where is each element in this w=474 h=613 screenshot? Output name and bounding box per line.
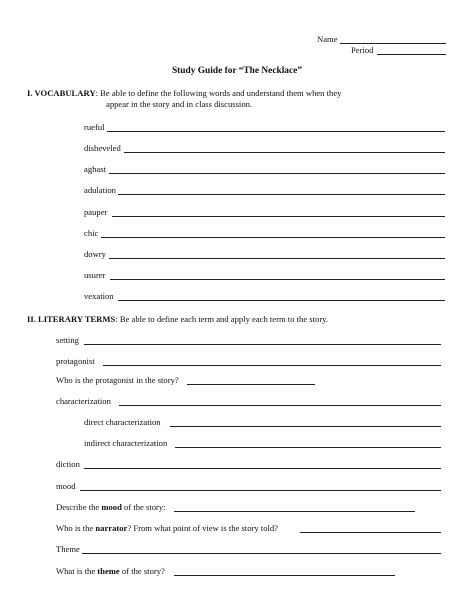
literary-terms-section-heading xyxy=(27,315,328,324)
narrator-question-bold: narrator xyxy=(95,523,128,533)
vocab-word: rueful xyxy=(84,122,105,132)
vocab-word: chic xyxy=(84,228,99,238)
mood-question-pre: Describe the xyxy=(56,502,102,512)
vocab-answer-line[interactable] xyxy=(109,173,445,174)
vocab-word: dowry xyxy=(84,249,106,259)
vocab-answer-line[interactable] xyxy=(124,152,445,153)
term-diction: diction xyxy=(56,459,80,469)
theme-question-pre: What is the xyxy=(56,566,98,576)
vocab-word: adulation xyxy=(84,185,116,195)
literary-terms-instructions: : Be able to define each term and apply each term to the story. xyxy=(115,314,329,324)
vocab-answer-line[interactable] xyxy=(109,258,445,259)
narrator-question-line[interactable] xyxy=(300,532,441,533)
literary-terms-heading: II. LITERARY TERMS xyxy=(27,314,116,324)
setting-answer-line[interactable] xyxy=(84,344,441,345)
vocab-answer-line[interactable] xyxy=(107,131,445,132)
term-direct-characterization: direct characterization xyxy=(84,417,161,427)
vocab-answer-line[interactable] xyxy=(112,216,445,217)
theme-question-bold: theme xyxy=(97,566,120,576)
period-field[interactable] xyxy=(377,54,446,55)
vocabulary-instructions-cont: appear in the story and in class discussion. xyxy=(106,99,253,109)
vocab-answer-line[interactable] xyxy=(101,237,445,238)
term-indirect-characterization: indirect characterization xyxy=(84,438,168,448)
theme-question-post: of the story? xyxy=(119,566,165,576)
term-protagonist: protagonist xyxy=(56,356,95,366)
diction-answer-line[interactable] xyxy=(84,468,441,469)
vocabulary-instructions: : Be able to define the following words and understand them when they xyxy=(95,88,342,98)
indirect-characterization-line[interactable] xyxy=(175,447,441,448)
name-label: Name xyxy=(317,34,338,44)
vocabulary-heading: I. VOCABULARY xyxy=(27,88,96,98)
term-mood: mood xyxy=(56,481,76,491)
vocab-word: aghast xyxy=(84,164,106,174)
vocab-answer-line[interactable] xyxy=(118,300,445,301)
period-label: Period xyxy=(351,45,374,55)
vocab-answer-line[interactable] xyxy=(110,279,445,280)
protagonist-question: Who is the protagonist in the story? xyxy=(56,375,179,385)
vocab-word: disheveled xyxy=(84,143,121,153)
vocab-word: usurer xyxy=(84,270,106,280)
mood-question-bold: mood xyxy=(101,502,122,512)
theme-question xyxy=(56,567,165,576)
theme-question-line[interactable] xyxy=(174,575,395,576)
direct-characterization-line[interactable] xyxy=(170,426,441,427)
vocab-answer-line[interactable] xyxy=(118,194,445,195)
narrator-question-post: ? From what point of view is the story told? xyxy=(127,523,278,533)
name-field[interactable] xyxy=(340,43,446,44)
theme-answer-line[interactable] xyxy=(82,553,441,554)
narrator-question xyxy=(56,524,278,533)
characterization-answer-line[interactable] xyxy=(119,405,441,406)
mood-question xyxy=(56,503,166,512)
vocab-word: pauper xyxy=(84,207,108,217)
mood-question-post: of the story: xyxy=(121,502,166,512)
term-setting: setting xyxy=(56,335,79,345)
mood-question-line[interactable] xyxy=(174,511,415,512)
mood-answer-line[interactable] xyxy=(80,490,441,491)
page-title: Study Guide for “The Necklace” xyxy=(171,66,303,76)
protagonist-answer-line[interactable] xyxy=(103,365,441,366)
term-characterization: characterization xyxy=(56,396,111,406)
vocab-word: vexation xyxy=(84,291,114,301)
protagonist-question-line[interactable] xyxy=(187,384,315,385)
term-theme: Theme xyxy=(56,544,80,554)
narrator-question-pre: Who is the xyxy=(56,523,96,533)
vocabulary-section-heading xyxy=(27,89,341,98)
